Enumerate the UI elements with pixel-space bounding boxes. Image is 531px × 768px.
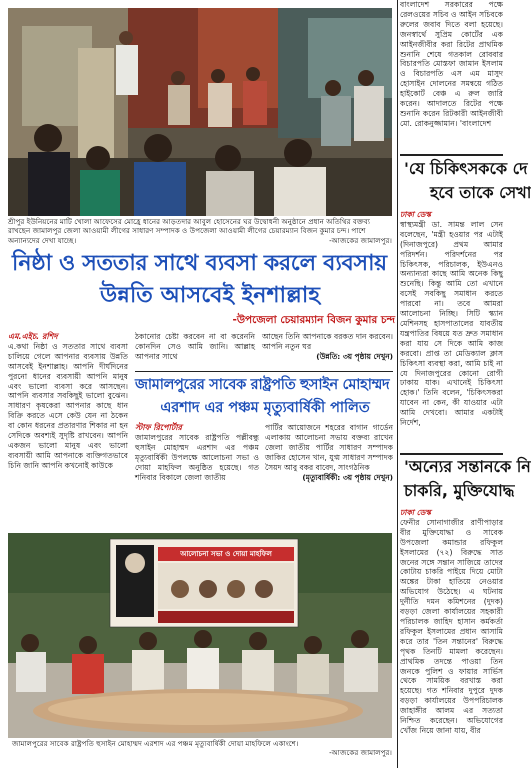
right-box2-story	[400, 508, 503, 766]
story1-column1	[8, 332, 128, 482]
story1-reporter: এম.এইচ. রশিদ	[8, 332, 58, 341]
photo-doa-mahfil-banner-text: আলোচনা সভা ও দোয়া মাহফিল	[180, 550, 272, 558]
photo-party-event-credit: -আজকের জামালপুর।	[329, 235, 392, 245]
photo-doa-mahfil-caption-text: জামালপুরের সাবেক রাষ্ট্রপতি হুসাইন মোহাম্মদ এরশাদ এর পঞ্চম মৃত্যুবার্ষিকী দোয়া মাহফিলে একাংশে।	[12, 739, 299, 748]
main-headline-line1: নিষ্ঠা ও সততার সাথে ব্যবসা করলে ব্যবসায়	[12, 250, 387, 276]
main-headline-line2: উন্নতি আসবেই ইনশাল্লাহ	[100, 282, 320, 308]
story2-column1-text: জামালপুরের সাবেক রাষ্ট্রপতি পল্লীবন্ধু হুসাইন মোহাম্মদ এরশাদ এর পঞ্চম মৃত্যুবার্ষিকী উপলক্ষে আলোচনা সভা ও দোয়া মাহফিল অনুষ্ঠিত হয়েছে। গত শনিবার বিকালে জেলা জাতীয়	[135, 432, 259, 482]
story1-column3-text: আছেন তিনি আপনাকে বরকত দান করবেন। আপনি নতুন ঘর	[262, 332, 393, 351]
story1-column2	[135, 332, 255, 370]
right-box1-story	[400, 210, 503, 450]
story2-headline-line1: জামালপুরের সাবেক রাষ্ট্রপতি হুসাইন মোহাম্মদ	[135, 377, 390, 393]
right-top-story-text: বাংলাদেশ সরকারের পক্ষে রেলওয়ের সচিব ও আইন সচিবকে রুলের জবাব দিতে বলা হয়েছে। জনস্বার্থে সুপ্রিম কোর্টের এক আইনজীবীর করা রিটের প্রাথমিক শুনানি শেষে গতকাল রোববার বিচারপতি মোস্তফা জামান ইসলাম ও বিচারপতি এস এম মাসুদ হোসাইন দোলনের সমন্বয়ে গঠিত হাইকোর্ট বেঞ্চ এ রুল জারি করেন। আদালতে রিটের পক্ষে শুনানি করেন রিটকারী আইনজীবী মো. রোকনুজ্জামান। 'বাংলাদেশ	[400, 0, 503, 128]
right-box1-dateline: ঢাকা ডেস্ক	[400, 210, 431, 219]
right-box2-headline-line2: চাকরি, মুক্তিযোদ্ধ	[404, 481, 515, 500]
story1-column1-text: এ.কথা নিষ্ঠা ও সততার সাথে ব্যবসা চালিয়ে গেলে আপনার ব্যবসায় উন্নতি আসবেই ইনশাল্লাহ। আপনি দীর্ঘদিনের পুরনো ধানের ব্যবসায়ী আপনি মানুষ এবং ভালো ব্যবসা করে আসছেন। আপনি ব্যবসার সবকিছুই ভালো বুঝেন। সাধারণ কৃষকেরা আপনার কাছে ধান বিক্রি করতে এসে কেউ যেন না ঠকেন বা কোন ধরনের প্রতারণার শিকার না হন সেদিকে অবশ্যই সুদৃষ্টি রাখবেন। আপনি একজন ভালো মানুষ এবং ভালো ব্যবসায়ী আমি আপনাকে ব্যক্তিগতভাবে চিনি জানি আপনি কখনোই কাউকে	[8, 341, 128, 470]
photo-party-event-image	[8, 8, 392, 216]
story-divider	[135, 371, 393, 372]
main-headline-byline: -উপজেলা চেয়ারম্যান বিজন কুমার চন্দ	[232, 314, 395, 326]
photo-doa-mahfil-caption	[12, 739, 392, 758]
right-box2-headline-line1: 'অন্যের সন্তানকে নি	[404, 457, 531, 476]
story2-column2-text: পার্টির আয়োজনে শহরের বাগান গার্ডেন এলাকায় আলোচনা সভায় বক্তব্য রাখেন জেলা জাতীয় পার্টির সাধারণ সম্পাদক জাকির হোসেন খান, যুগ্ম সাধারণ সম্পাদক সৈয়দ আবু বকর বাবেদ, সাংগঠনিক	[265, 423, 393, 472]
right-box2-story-text: ফেনীর সোনাগাজীর রাণীপাড়ার বীর মুক্তিযোদ্ধা ও সাবেক উপজেলা কমান্ডার রফিকুল ইসলামের (৭২) বিরুদ্ধে সাত জনের সঙ্গে সন্তান সাজিয়ে তাদের কোটায় চাকরি পাইয়ে দিয়ে মোটা অঙ্কের টাকা হাতিয়ে নেওয়ার অভিযোগ উঠেছে। এ ঘটনায় দুর্নীতি দমন কমিশনের (দুদক) বড়ড়া জেলা কার্যালয়ের সহকারী পরিচালক জাহিদ হাসান কর্মকর্তা রফিকুল ইসলামের প্রধান আসামি করে তার 'তিন সন্তানের' বিরুদ্ধে পৃথক তিনটি মামলা করেছেন। প্রাথমিক তদন্তে পাওয়া তিন জনকে পুলিশ ও ফায়ার সার্ভিস থেকে সাময়িক বরখাস্ত করা হয়েছে। গত শনিবার দুপুরে দুদক বড়ড়া কার্যালয়ের উপপরিচালক জাহাঙ্গীর আলম এর সত্যতা নিশ্চিত করেছেন। অভিযোগের খোঁজ নিয়ে জানা যায়, বীর	[400, 517, 503, 735]
photo-doa-mahfil-image	[8, 533, 392, 738]
right-top-story	[400, 0, 503, 152]
photo-doa-mahfil	[8, 533, 392, 738]
right-box2-dateline: ঢাকা ডেস্ক	[400, 508, 431, 517]
right-box2-top-rule	[400, 453, 503, 455]
story2-column2	[265, 423, 393, 485]
right-box1-headline-line2: হবে তাকে সেখা	[430, 183, 531, 202]
photo-party-event-caption	[8, 217, 392, 245]
story2-column1	[135, 423, 259, 485]
photo-doa-mahfil-credit: -আজকের জামালপুর।	[329, 748, 392, 758]
story1-continued: (উন্নতি: ৩য় পৃষ্ঠায় দেখুন)	[316, 351, 393, 361]
story2-reporter: স্টাফ রিপোর্টার	[135, 423, 182, 432]
right-box1-story-text: স্বাস্থ্যমন্ত্রী ডা. সামন্ত লাল সেন বলেছেন, 'মন্ত্রী হওয়ার পর এটাই (দিনাজপুরে) প্রথম আমার পরিদর্শন। পরিদর্শনের পর চিকিৎসক, পরিচালক, ইউএনও অন্যান্যরা কাছে আমি অনেক কিছু শুনেছি। কিন্তু আমি তো এখানে বসেই সবকিছু সমাধান করতে পারবো না। তবে আমরা আলোচনা নিচ্ছি। সিটি স্ক্যান মেশিনসহ হাসপাতালের যাবতীয় যন্ত্রপাতির বিষয়ে যত দ্রুত সমাধান করা যায় সে দিকে আমি কাজ করবো। প্রাপ্ত তা মেডিক্যাল ক্লাস চিকিৎসা ব্যবস্থা করা, আমি চাই না যে দিনাজপুরের কোনো রোগী ঢাকায় যাক। এখানেই চিকিৎসা হোক।' তিনি বলেন, 'চিকিৎসকরা যাবেন না কেন, কী যাওয়ার এটা আমি দেখবো। আমার একটাই নির্দেশ,	[400, 219, 503, 428]
story2-continued: (মৃত্যুবার্ষিকী: ৩য় পৃষ্ঠায় দেখুন)	[302, 472, 393, 482]
photo-party-event-caption-text: শ্রীপুর ইউনিয়নের মাটি খোলা আফেসের মোহ্রে ধানের আড়তদার আবুল হোসেনের ঘর উদ্বোধনী অনুষ্ঠানে প্রধান অতিথির বক্তব্য রাখছেন জামালপুর জেলা আওয়ামী লীগের সাধারণ সম্পাদক ও উপজেলা আওয়ামী লীগের চেয়ারম্যান বিজন কুমার চন্দ। পাশে অন্যান্যদের দেখা যাচ্ছে।	[8, 217, 370, 245]
column-divider	[397, 0, 398, 768]
right-box1-headline-line1: 'যে চিকিৎসককে দে	[404, 159, 528, 178]
photo-party-event	[8, 8, 392, 216]
story2-headline-line2: এরশাদ এর পঞ্চম মৃত্যুবার্ষিকী পালিত	[160, 400, 370, 416]
story1-column3	[262, 332, 393, 370]
right-box1-top-rule	[400, 154, 503, 156]
story1-column2-text: ঠকানোর চেষ্টা করবেন না বা করেননি কোনদিন সেও আমি জানি। আল্লাহ আপনার সাথে	[135, 332, 255, 361]
